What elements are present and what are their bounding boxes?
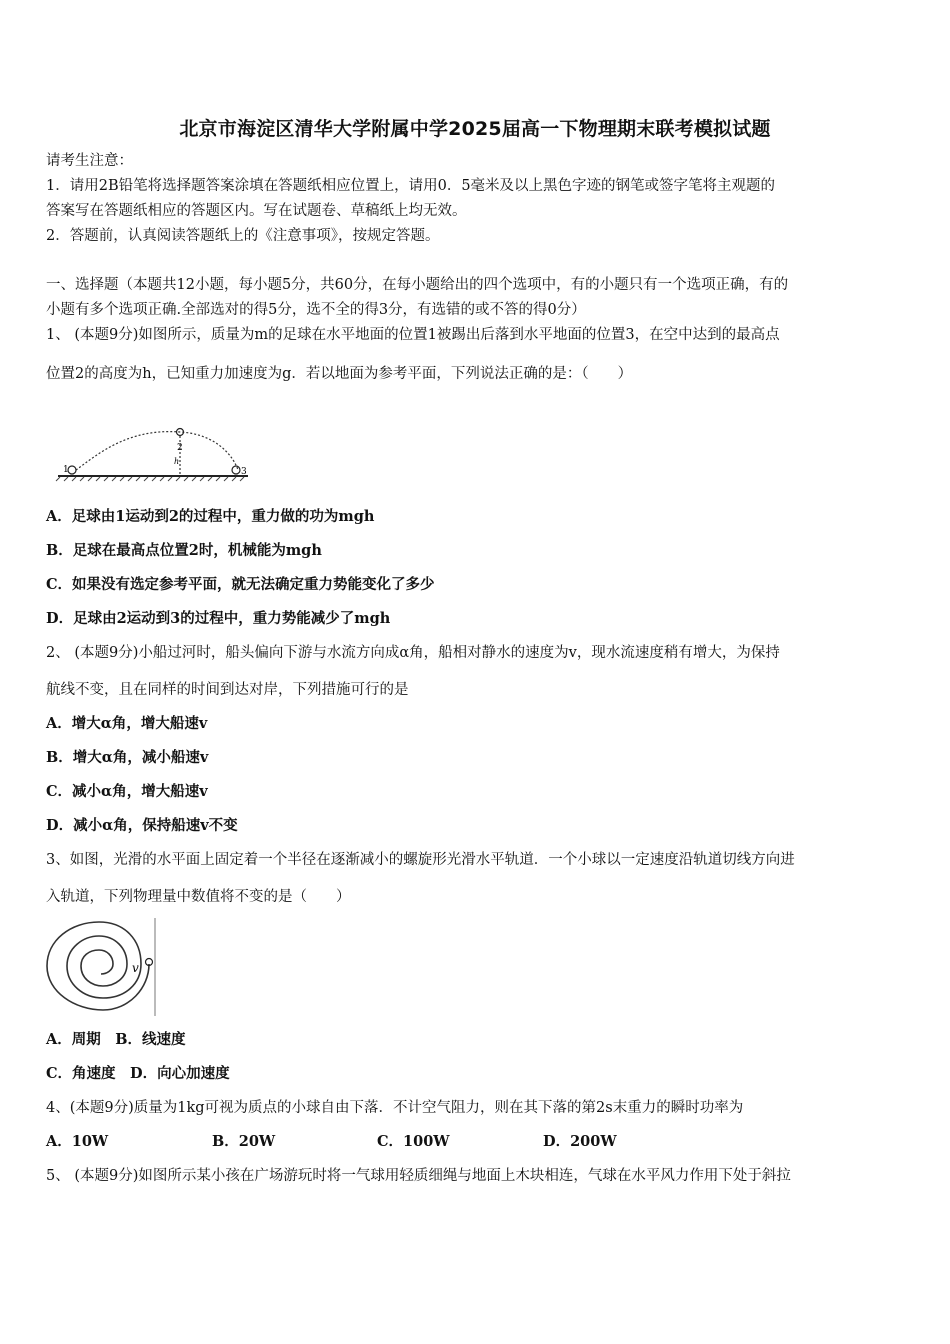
- q1-trajectory-figure: [58, 424, 258, 484]
- q4-option-b: B．20W: [212, 1133, 276, 1150]
- page-title: 北京市海淀区清华大学附属中学2025届高一下物理期末联考模拟试题: [179, 118, 771, 140]
- notice-line-2: 答案写在答题纸相应的答题区内。写在试题卷、草稿纸上均无效。: [46, 203, 467, 219]
- q3-options-ab: A．周期 B．线速度: [46, 1031, 186, 1048]
- q2-stem-line-1: 2、 (本题9分)小船过河时，船头偏向下游与水流方向成α角，船相对静水的速度为v，现水流速度稍有增大，为保持: [46, 645, 780, 661]
- section-intro-line-2: 小题有多个选项正确.全部选对的得5分，选不全的得3分，有选错的或不答的得0分）: [46, 302, 586, 318]
- q2-option-a: A．增大α角，增大船速v: [46, 715, 208, 732]
- q4-option-c: C．100W: [377, 1133, 450, 1150]
- ground-hatching: [56, 477, 244, 481]
- q2-stem-line-2: 航线不变，且在同样的时间到达对岸，下列措施可行的是: [46, 682, 409, 698]
- q3-options-cd: C．角速度 D．向心加速度: [46, 1065, 230, 1082]
- q4-stem-line-1: 4、(本题9分)质量为1kg可视为质点的小球自由下落．不计空气阻力，则在其下落的第2s末重力的瞬时功率为: [46, 1100, 744, 1116]
- q2-option-b: B．增大α角，减小船速v: [46, 749, 209, 766]
- notice-heading: 请考生注意：: [46, 153, 133, 169]
- q1-option-d: D．足球由2运动到3的过程中，重力势能减少了mgh: [46, 610, 391, 627]
- ball-position-1: [68, 466, 76, 474]
- q1-option-c: C．如果没有选定参考平面，就无法确定重力势能变化了多少: [46, 576, 435, 593]
- q1-stem-line-2: 位置2的高度为h，已知重力加速度为g．若以地面为参考平面，下列说法正确的是：（ ）: [46, 366, 633, 382]
- q4-option-a: A．10W: [46, 1133, 109, 1150]
- figure-label-h: h: [174, 457, 180, 466]
- ball-position-3: [232, 466, 240, 474]
- trajectory-curve: [76, 432, 238, 470]
- notice-line-1: 1．请用2B铅笔将选择题答案涂填在答题纸相应位置上，请用0．5毫米及以上黑色字迹的钢笔或签字笔将主观题的: [46, 178, 776, 194]
- figure-label-1: 1: [63, 465, 69, 475]
- q2-option-c: C．减小α角，增大船速v: [46, 783, 208, 800]
- figure-label-2: 2: [177, 443, 183, 453]
- q5-stem-line-1: 5、 (本题9分)如图所示某小孩在广场游玩时将一气球用轻质细绳与地面上木块相连，气球在水平风力作用下处于斜拉: [46, 1168, 791, 1184]
- q1-stem-line-1: 1、 (本题9分)如图所示，质量为m的足球在水平地面的位置1被踢出后落到水平地面的位置3，在空中达到的最高点: [46, 327, 780, 343]
- q4-option-d: D．200W: [543, 1133, 617, 1150]
- velocity-label: v: [132, 961, 139, 975]
- q1-option-b: B．足球在最高点位置2时，机械能为mgh: [46, 542, 322, 559]
- q1-option-a: A．足球由1运动到2的过程中，重力做的功为mgh: [46, 508, 375, 525]
- section-intro-line-1: 一、选择题（本题共12小题，每小题5分，共60分，在每小题给出的四个选项中，有的小题只有一个选项正确，有的: [46, 277, 789, 293]
- q3-stem-line-1: 3、如图，光滑的水平面上固定着一个半径在逐渐减小的螺旋形光滑水平轨道．一个小球以一定速度沿轨道切线方向进: [46, 852, 795, 868]
- q2-option-d: D．减小α角，保持船速v不变: [46, 817, 238, 834]
- q3-stem-line-2: 入轨道，下列物理量中数值将不变的是（ ）: [46, 889, 351, 905]
- figure-label-3: 3: [241, 467, 247, 477]
- notice-line-3: 2．答题前，认真阅读答题纸上的《注意事项》，按规定答题。: [46, 228, 440, 244]
- q3-spiral-figure: [45, 918, 160, 1018]
